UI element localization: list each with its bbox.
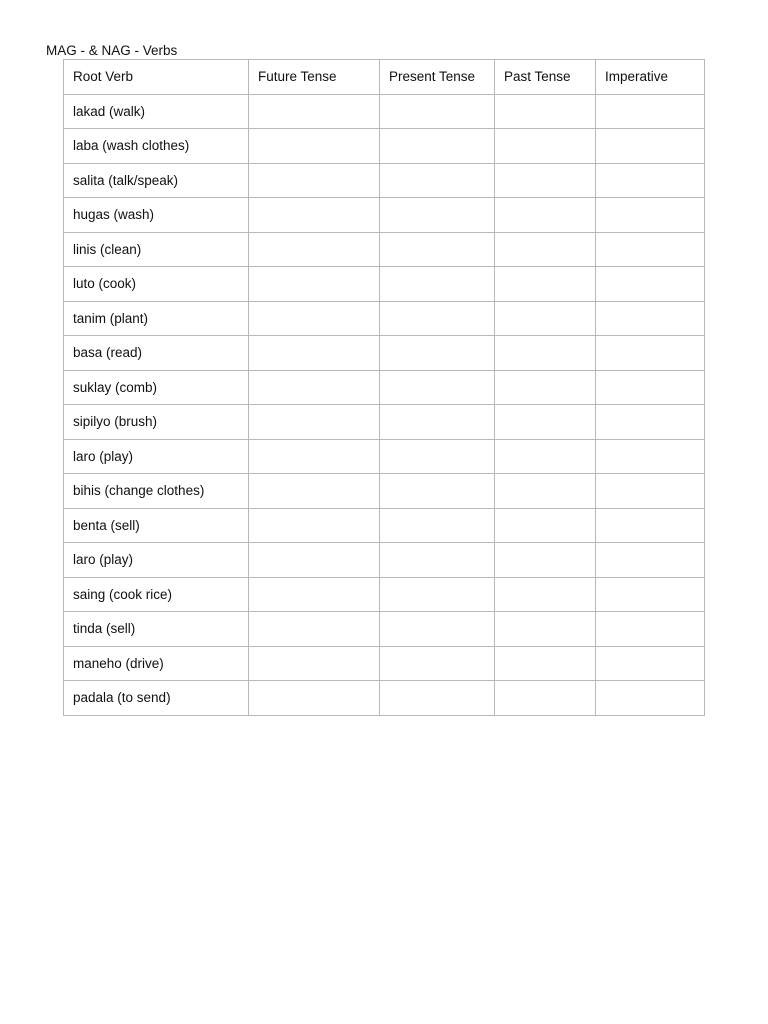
- past-tense-cell[interactable]: [495, 405, 596, 440]
- future-tense-cell[interactable]: [249, 232, 380, 267]
- table-row: [64, 370, 705, 405]
- present-tense-cell[interactable]: [380, 129, 495, 164]
- past-tense-cell[interactable]: [495, 681, 596, 716]
- past-tense-cell[interactable]: [495, 370, 596, 405]
- root-verb-cell: lakad (walk): [64, 94, 249, 129]
- table-row: [64, 198, 705, 233]
- future-tense-cell[interactable]: [249, 94, 380, 129]
- imperative-cell[interactable]: [596, 301, 705, 336]
- future-tense-cell[interactable]: [249, 646, 380, 681]
- header-present-tense: Present Tense: [380, 60, 495, 95]
- imperative-cell[interactable]: [596, 474, 705, 509]
- verb-table: [63, 59, 705, 716]
- past-tense-cell[interactable]: [495, 474, 596, 509]
- table-header-row: [64, 60, 705, 95]
- table-row: [64, 94, 705, 129]
- imperative-cell[interactable]: [596, 370, 705, 405]
- past-tense-cell[interactable]: [495, 543, 596, 578]
- past-tense-cell[interactable]: [495, 577, 596, 612]
- root-verb-cell: hugas (wash): [64, 198, 249, 233]
- imperative-cell[interactable]: [596, 508, 705, 543]
- page-title: MAG - & NAG - Verbs: [46, 43, 178, 58]
- future-tense-cell[interactable]: [249, 474, 380, 509]
- table-row: [64, 508, 705, 543]
- present-tense-cell[interactable]: [380, 163, 495, 198]
- header-past-tense: Past Tense: [495, 60, 596, 95]
- past-tense-cell[interactable]: [495, 646, 596, 681]
- future-tense-cell[interactable]: [249, 301, 380, 336]
- future-tense-cell[interactable]: [249, 267, 380, 302]
- root-verb-cell: sipilyo (brush): [64, 405, 249, 440]
- past-tense-cell[interactable]: [495, 129, 596, 164]
- root-verb-cell: bihis (change clothes): [64, 474, 249, 509]
- imperative-cell[interactable]: [596, 439, 705, 474]
- root-verb-cell: padala (to send): [64, 681, 249, 716]
- present-tense-cell[interactable]: [380, 232, 495, 267]
- present-tense-cell[interactable]: [380, 198, 495, 233]
- present-tense-cell[interactable]: [380, 439, 495, 474]
- past-tense-cell[interactable]: [495, 163, 596, 198]
- past-tense-cell[interactable]: [495, 94, 596, 129]
- future-tense-cell[interactable]: [249, 439, 380, 474]
- table-row: [64, 612, 705, 647]
- root-verb-cell: benta (sell): [64, 508, 249, 543]
- root-verb-cell: linis (clean): [64, 232, 249, 267]
- present-tense-cell[interactable]: [380, 543, 495, 578]
- future-tense-cell[interactable]: [249, 681, 380, 716]
- future-tense-cell[interactable]: [249, 508, 380, 543]
- imperative-cell[interactable]: [596, 646, 705, 681]
- present-tense-cell[interactable]: [380, 646, 495, 681]
- past-tense-cell[interactable]: [495, 612, 596, 647]
- past-tense-cell[interactable]: [495, 267, 596, 302]
- root-verb-cell: maneho (drive): [64, 646, 249, 681]
- table-row: [64, 474, 705, 509]
- present-tense-cell[interactable]: [380, 508, 495, 543]
- imperative-cell[interactable]: [596, 267, 705, 302]
- present-tense-cell[interactable]: [380, 336, 495, 371]
- imperative-cell[interactable]: [596, 612, 705, 647]
- past-tense-cell[interactable]: [495, 439, 596, 474]
- imperative-cell[interactable]: [596, 577, 705, 612]
- header-imperative: Imperative: [596, 60, 705, 95]
- imperative-cell[interactable]: [596, 232, 705, 267]
- past-tense-cell[interactable]: [495, 198, 596, 233]
- imperative-cell[interactable]: [596, 336, 705, 371]
- table-row: [64, 129, 705, 164]
- future-tense-cell[interactable]: [249, 543, 380, 578]
- table-body: [64, 94, 705, 715]
- future-tense-cell[interactable]: [249, 336, 380, 371]
- table-row: [64, 267, 705, 302]
- imperative-cell[interactable]: [596, 405, 705, 440]
- table-row: [64, 336, 705, 371]
- future-tense-cell[interactable]: [249, 405, 380, 440]
- header-future-tense: Future Tense: [249, 60, 380, 95]
- present-tense-cell[interactable]: [380, 577, 495, 612]
- table-row: [64, 681, 705, 716]
- table-row: [64, 163, 705, 198]
- root-verb-cell: tinda (sell): [64, 612, 249, 647]
- imperative-cell[interactable]: [596, 163, 705, 198]
- imperative-cell[interactable]: [596, 543, 705, 578]
- future-tense-cell[interactable]: [249, 577, 380, 612]
- present-tense-cell[interactable]: [380, 301, 495, 336]
- root-verb-cell: laro (play): [64, 543, 249, 578]
- root-verb-cell: laro (play): [64, 439, 249, 474]
- root-verb-cell: saing (cook rice): [64, 577, 249, 612]
- present-tense-cell[interactable]: [380, 267, 495, 302]
- root-verb-cell: laba (wash clothes): [64, 129, 249, 164]
- present-tense-cell[interactable]: [380, 612, 495, 647]
- present-tense-cell[interactable]: [380, 681, 495, 716]
- table-row: [64, 646, 705, 681]
- table-row: [64, 577, 705, 612]
- present-tense-cell[interactable]: [380, 405, 495, 440]
- present-tense-cell[interactable]: [380, 94, 495, 129]
- imperative-cell[interactable]: [596, 198, 705, 233]
- future-tense-cell[interactable]: [249, 198, 380, 233]
- header-root-verb: Root Verb: [64, 60, 249, 95]
- table-row: [64, 439, 705, 474]
- future-tense-cell[interactable]: [249, 163, 380, 198]
- past-tense-cell[interactable]: [495, 336, 596, 371]
- root-verb-cell: salita (talk/speak): [64, 163, 249, 198]
- root-verb-cell: basa (read): [64, 336, 249, 371]
- future-tense-cell[interactable]: [249, 612, 380, 647]
- table-row: [64, 405, 705, 440]
- table-row: [64, 543, 705, 578]
- table-row: [64, 301, 705, 336]
- root-verb-cell: suklay (comb): [64, 370, 249, 405]
- past-tense-cell[interactable]: [495, 508, 596, 543]
- present-tense-cell[interactable]: [380, 474, 495, 509]
- imperative-cell[interactable]: [596, 681, 705, 716]
- future-tense-cell[interactable]: [249, 129, 380, 164]
- table-row: [64, 232, 705, 267]
- imperative-cell[interactable]: [596, 129, 705, 164]
- root-verb-cell: luto (cook): [64, 267, 249, 302]
- root-verb-cell: tanim (plant): [64, 301, 249, 336]
- present-tense-cell[interactable]: [380, 370, 495, 405]
- past-tense-cell[interactable]: [495, 301, 596, 336]
- past-tense-cell[interactable]: [495, 232, 596, 267]
- future-tense-cell[interactable]: [249, 370, 380, 405]
- imperative-cell[interactable]: [596, 94, 705, 129]
